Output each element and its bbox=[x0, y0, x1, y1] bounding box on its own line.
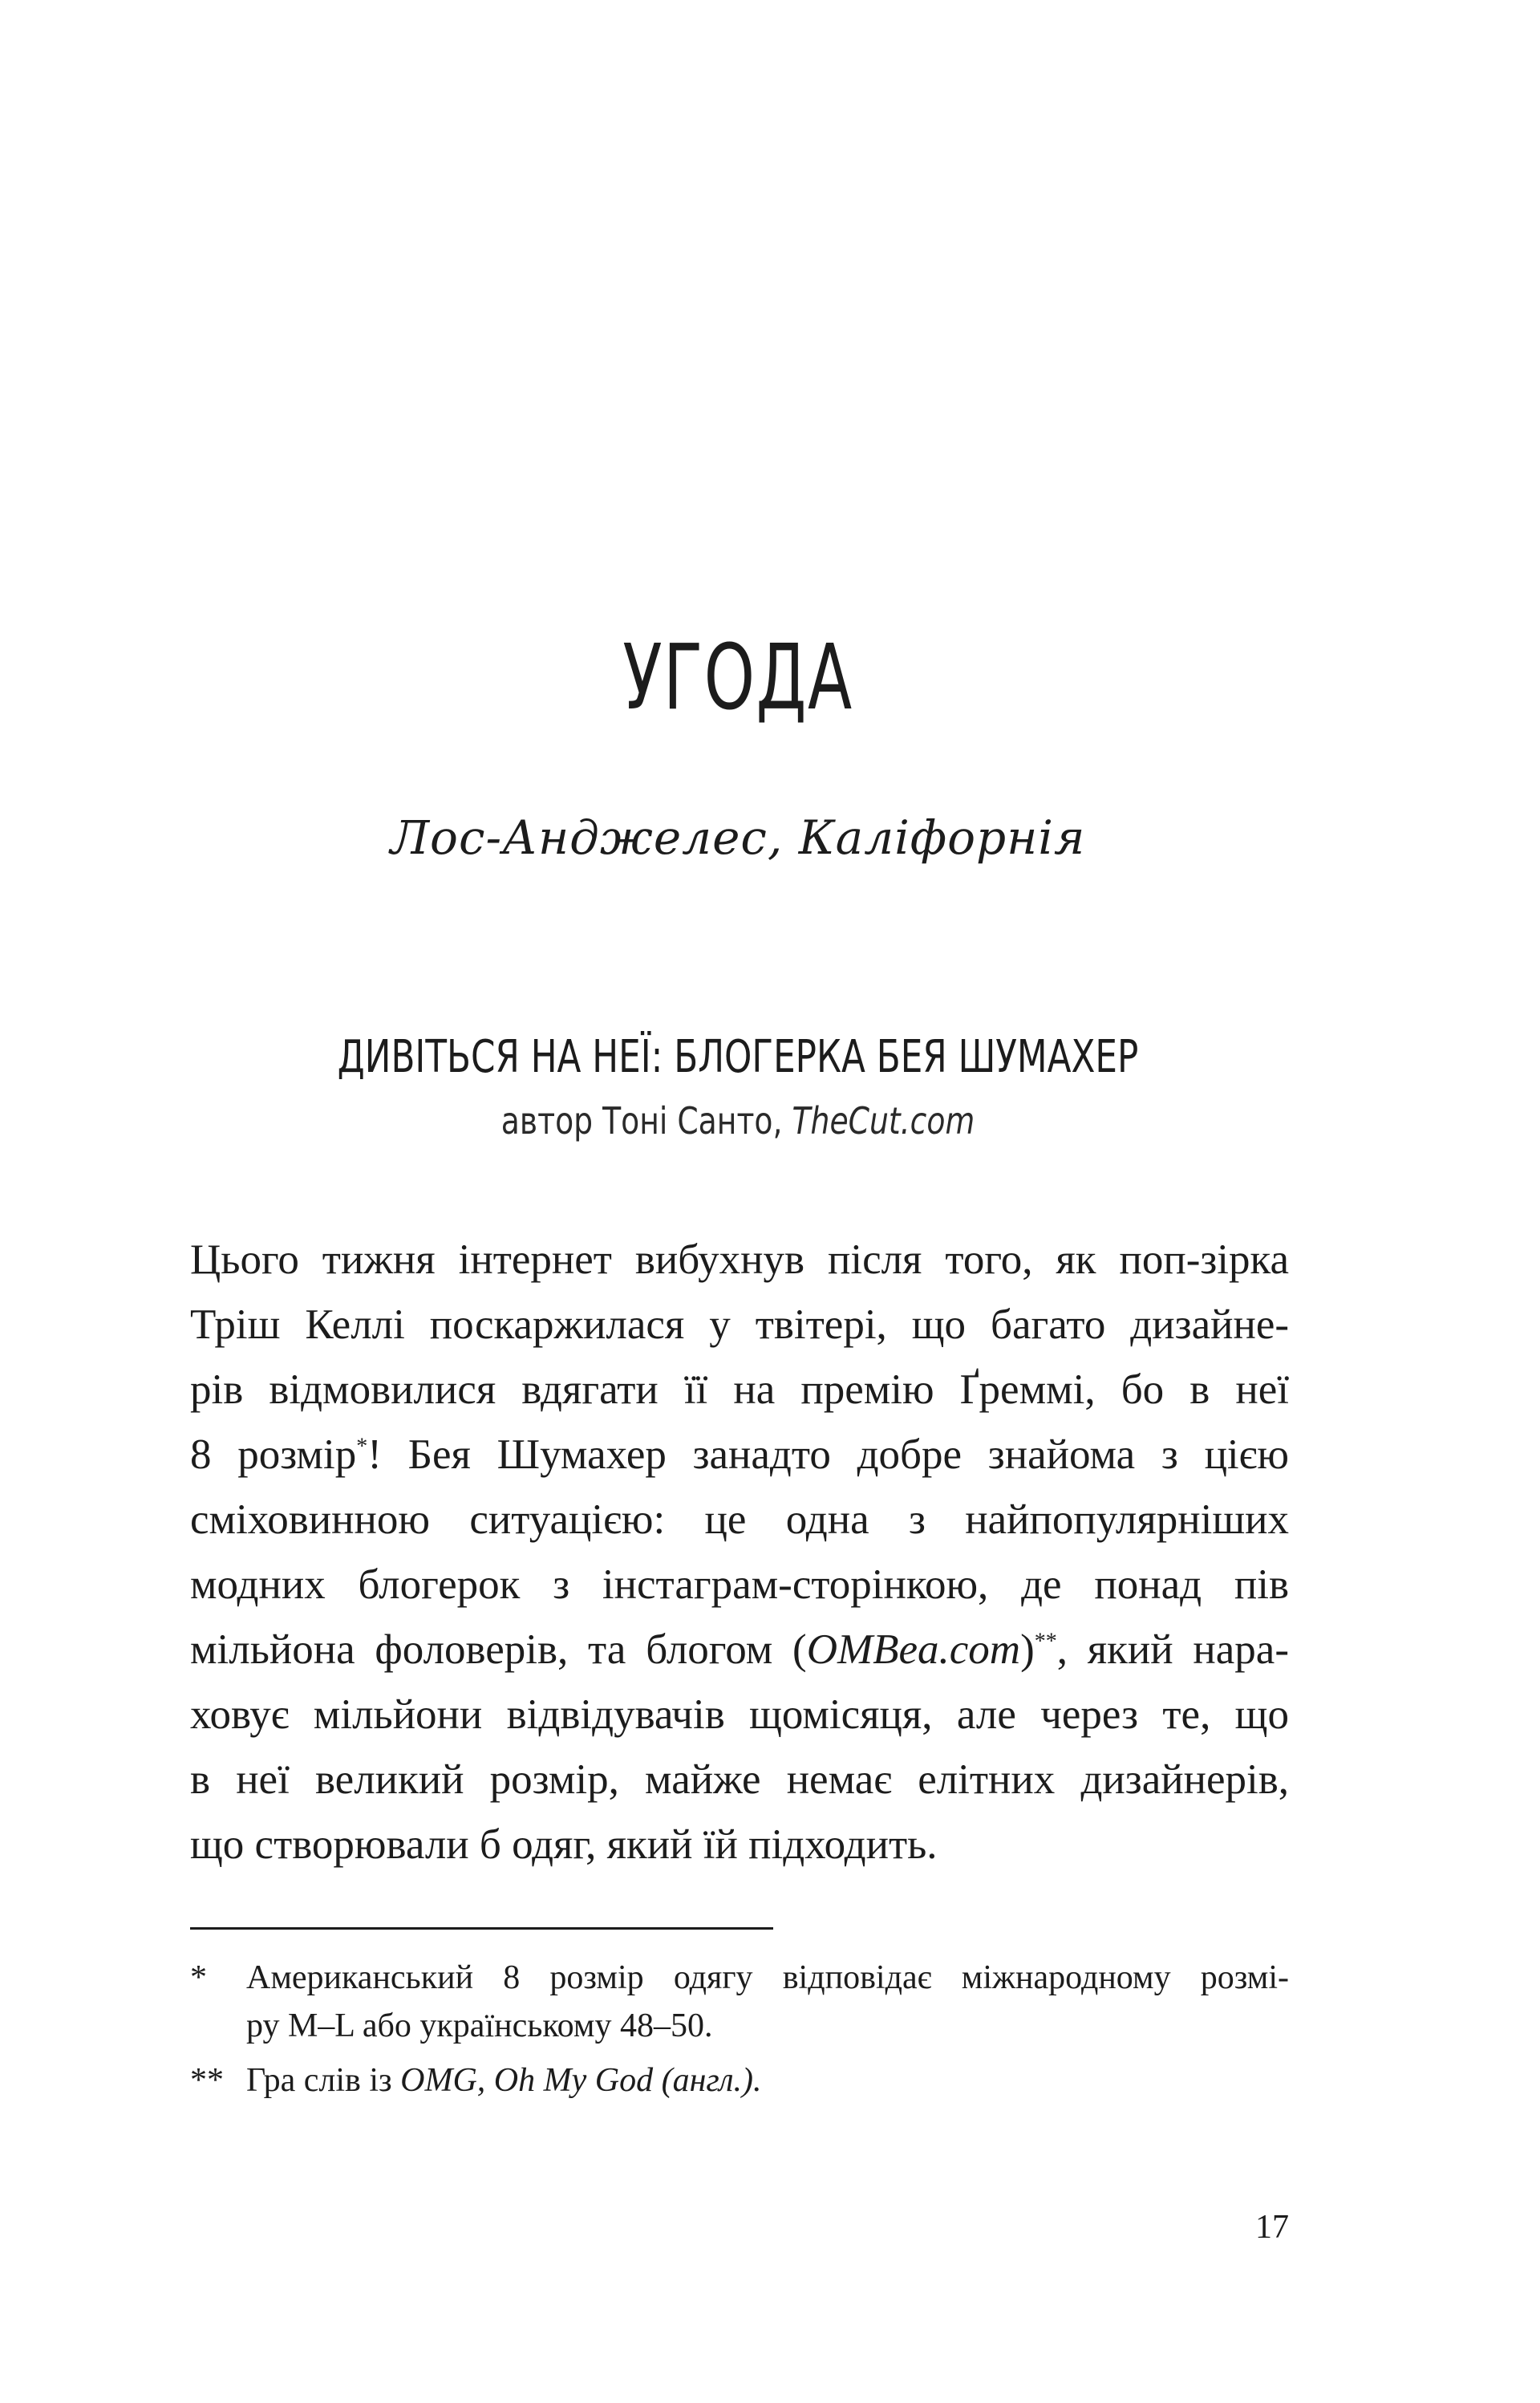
body-line: модних блогерок з інстаграм-сторінкою, де понад пів bbox=[190, 1561, 1289, 1608]
body-line: Тріш Келлі поскаржилася у твітері, що багато дизайне- bbox=[190, 1301, 1289, 1348]
chapter-title: УГОДА bbox=[622, 626, 853, 730]
byline-author: автор Тоні Санто, bbox=[500, 1099, 792, 1143]
article-title: ДИВІТЬСЯ НА НЕЇ: БЛОГЕРКА БЕЯ ШУМАХЕР bbox=[337, 1031, 1139, 1083]
body-line: рів відмовилися вдягати її на премію Ґреммі, бо в неї bbox=[190, 1366, 1289, 1413]
footnote-line: Американський 8 розмір одягу відповідає міжнародному розмі- bbox=[246, 1959, 1289, 1996]
body-line: сміховинною ситуацією: це одна з найпопулярніших bbox=[190, 1496, 1289, 1543]
article-byline bbox=[133, 1099, 1343, 1143]
footnote-mark: ** bbox=[190, 2062, 224, 2099]
chapter-location: Лос-Анджелес, Каліфорнія bbox=[390, 810, 1086, 865]
body-text-segment: 8 розмір bbox=[190, 1431, 357, 1478]
footnote-2 bbox=[190, 2056, 1289, 2105]
body-text-segment: ) bbox=[1020, 1626, 1035, 1673]
footnote-1 bbox=[190, 1954, 1289, 2050]
footnote-line: ру M–L або українському 48–50. bbox=[246, 2007, 713, 2044]
footnotes bbox=[190, 1954, 1289, 2111]
body-line bbox=[190, 1423, 1289, 1488]
body-line bbox=[190, 1618, 1289, 1683]
footnote-text: Гра слів із bbox=[246, 2062, 401, 2099]
footnote-mark: * bbox=[190, 1959, 207, 1996]
page-number: 17 bbox=[1255, 2209, 1289, 2246]
body-paragraph bbox=[190, 1228, 1289, 1877]
footnote-ref: ** bbox=[1034, 1629, 1057, 1654]
body-line: Цього тижня інтернет вибухнув після того, як поп-зірка bbox=[190, 1236, 1289, 1283]
body-text-segment: мільйона фоловерів, та блогом ( bbox=[190, 1626, 807, 1673]
body-line: що створювали б одяг, який їй підходить. bbox=[190, 1821, 938, 1868]
body-text-segment: , який нара- bbox=[1056, 1626, 1289, 1673]
footnote-ref: * bbox=[356, 1434, 368, 1459]
blog-site-name: OMBea.com bbox=[806, 1626, 1021, 1673]
body-line: в неї великий розмір, майже немає елітних дизайнерів, bbox=[190, 1756, 1289, 1803]
footnote-italic-text: OMG, Oh My God (англ.). bbox=[400, 2062, 762, 2099]
footnote-divider bbox=[190, 1927, 773, 1930]
body-text-segment: ! Бея Шумахер занадто добре знайома з цією bbox=[367, 1431, 1290, 1478]
byline-site: TheCut.com bbox=[792, 1099, 975, 1143]
body-line: ховує мільйони відвідувачів щомісяця, але через те, що bbox=[190, 1691, 1289, 1738]
footnote-line bbox=[246, 2056, 1289, 2105]
